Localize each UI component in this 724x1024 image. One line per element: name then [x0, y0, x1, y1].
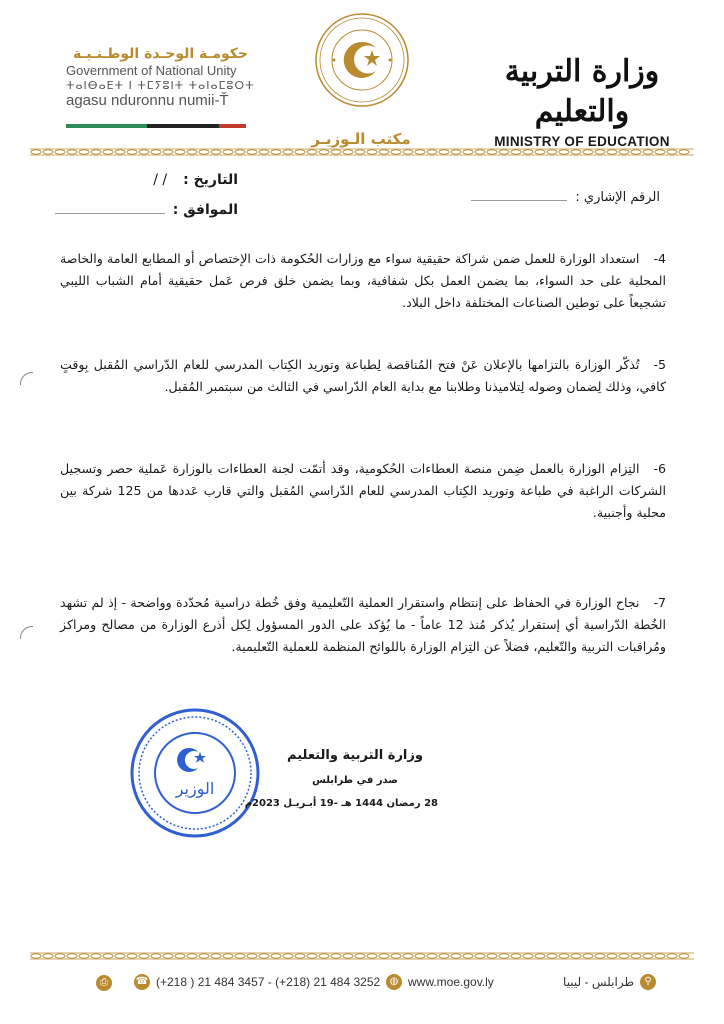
body-item-4 — [60, 248, 666, 314]
location-pin-icon: ⚲ — [640, 974, 656, 990]
location-block — [563, 974, 656, 990]
correspond-label: الموافق : — [172, 202, 238, 218]
body-item-7 — [60, 592, 666, 658]
header-ornament-divider — [30, 148, 694, 156]
date-label: التاريخ : — [183, 172, 238, 188]
government-logo-block — [66, 46, 266, 109]
reference-number-line — [471, 200, 567, 201]
punch-hole-mark — [20, 372, 33, 385]
stamp-center-text: الوزير — [175, 779, 215, 798]
signature-title: وزارة التربية والتعليم — [287, 748, 423, 763]
item-number: 4- — [653, 251, 666, 266]
item-text: نجاح الوزارة في الحفاظ على إنتظام واستقرار العملية التّعليمية وفق خُطة دراسية مُحدّدة وواضحة - إذ لم تشهد الخُطة الدّراسية أي إستقرار يُذكر مُنذ 12 عاماً - ما يُؤكد على الدور المسؤول لِكل أذرع الوزارة من مصالح ومراكز ومُراقبات التربية والتّعليم، فضلاً عن التِزام الوزارة باللوائح المنظمة للعملية التّعليمية. — [60, 595, 666, 654]
location-text: طرابلس - ليبيا — [563, 975, 634, 989]
phone-numbers: (+218 ) 21 484 3457 - (+218) 21 484 3252 — [156, 975, 381, 989]
official-stamp-icon — [128, 706, 262, 840]
phone-icon: ☎ — [134, 974, 150, 990]
ministry-name-english: MINISTRY OF EDUCATION — [494, 134, 670, 149]
item-number: 5- — [653, 357, 666, 372]
website-link[interactable]: www.moe.gov.ly — [408, 975, 494, 989]
item-number: 6- — [653, 461, 666, 476]
reference-number-label: الرقم الإشاري : — [575, 190, 660, 205]
item-number: 7- — [653, 595, 666, 610]
item-text: تُذكّر الوزارة بالتزامها بالإعلان عَنْ فتح المُناقصة لِطباعة وتوريد الكِتاب المدرسي للعام الدّراسي المُقبل بِوقتٍ كافي، وذلك لِضمان وصوله لِتلاميذنا وطلابنا مع بداية العام الدّراسي في الثالث من سبتمبر المُقبل. — [60, 357, 666, 394]
fax-block — [96, 974, 112, 991]
item-text: استعداد الوزارة للعمل ضمن شراكة حقيقية سواء مع وزارات الحُكومة ذات الإختصاص أو المطابع العامة والخاصة المحلية على حد السواء، بما يضمن العمل بكل شفافية، وبما يضمن خلق فرص عَمل حقيقية أمام الشباب الليبي تشجيعاً على توطين الصناعات المختلفة داخل البلاد. — [60, 251, 666, 310]
reference-number-block — [471, 190, 660, 205]
government-name-amazigh: agasu nduronnu numii-Ť — [66, 92, 229, 109]
item-text: التِزام الوزارة بالعمل ضِمن منصة العطاءات الحُكومية، وقد أتمّت لجنة العطاءات بالوزارة عَملية حصر وتسجيل الشركات الراغبة في طباعة وتوريد الكِتاب المدرسي للعام الدّراسي المُقبل والتي قارب عَددها من 125 شركة بين محلية وأجنبية. — [60, 461, 666, 520]
flag-color-bar — [66, 124, 246, 128]
signature-block — [244, 748, 438, 809]
phone-block — [134, 974, 380, 990]
date-value: / / — [153, 172, 168, 188]
footer — [96, 974, 656, 994]
website-block — [386, 974, 494, 990]
body-item-5 — [60, 354, 666, 398]
fax-icon: ⎙ — [96, 975, 112, 991]
footer-ornament-divider — [30, 952, 694, 960]
minister-office-title: مكتب الـوزيـر — [311, 130, 411, 148]
signature-date: 28 رمضان 1444 هـ -19 أبـريـل 2023م — [244, 798, 438, 809]
government-name-english: Government of National Unity — [66, 63, 237, 78]
ministry-name-arabic: وزارة التربية والتعليم — [504, 54, 660, 129]
government-name-arabic: حكومـة الوحـدة الوطـنـيـة — [72, 46, 248, 62]
government-name-tifinagh: ⵜⴰⵏⴱⴰⴹⵜ ⵏ ⵜⵎⵢⵓⵏⵜ ⵜⴰⵏⴰⵎⵓⵔⵜ — [66, 79, 255, 92]
punch-hole-mark — [20, 626, 33, 639]
correspond-line — [55, 213, 165, 214]
globe-icon: ◍ — [386, 974, 402, 990]
ministry-logo-block — [482, 52, 682, 149]
body-item-6 — [60, 458, 666, 524]
date-block — [55, 172, 238, 226]
signature-place: صدر في طرابلس — [312, 775, 398, 786]
national-emblem-icon — [314, 12, 410, 108]
